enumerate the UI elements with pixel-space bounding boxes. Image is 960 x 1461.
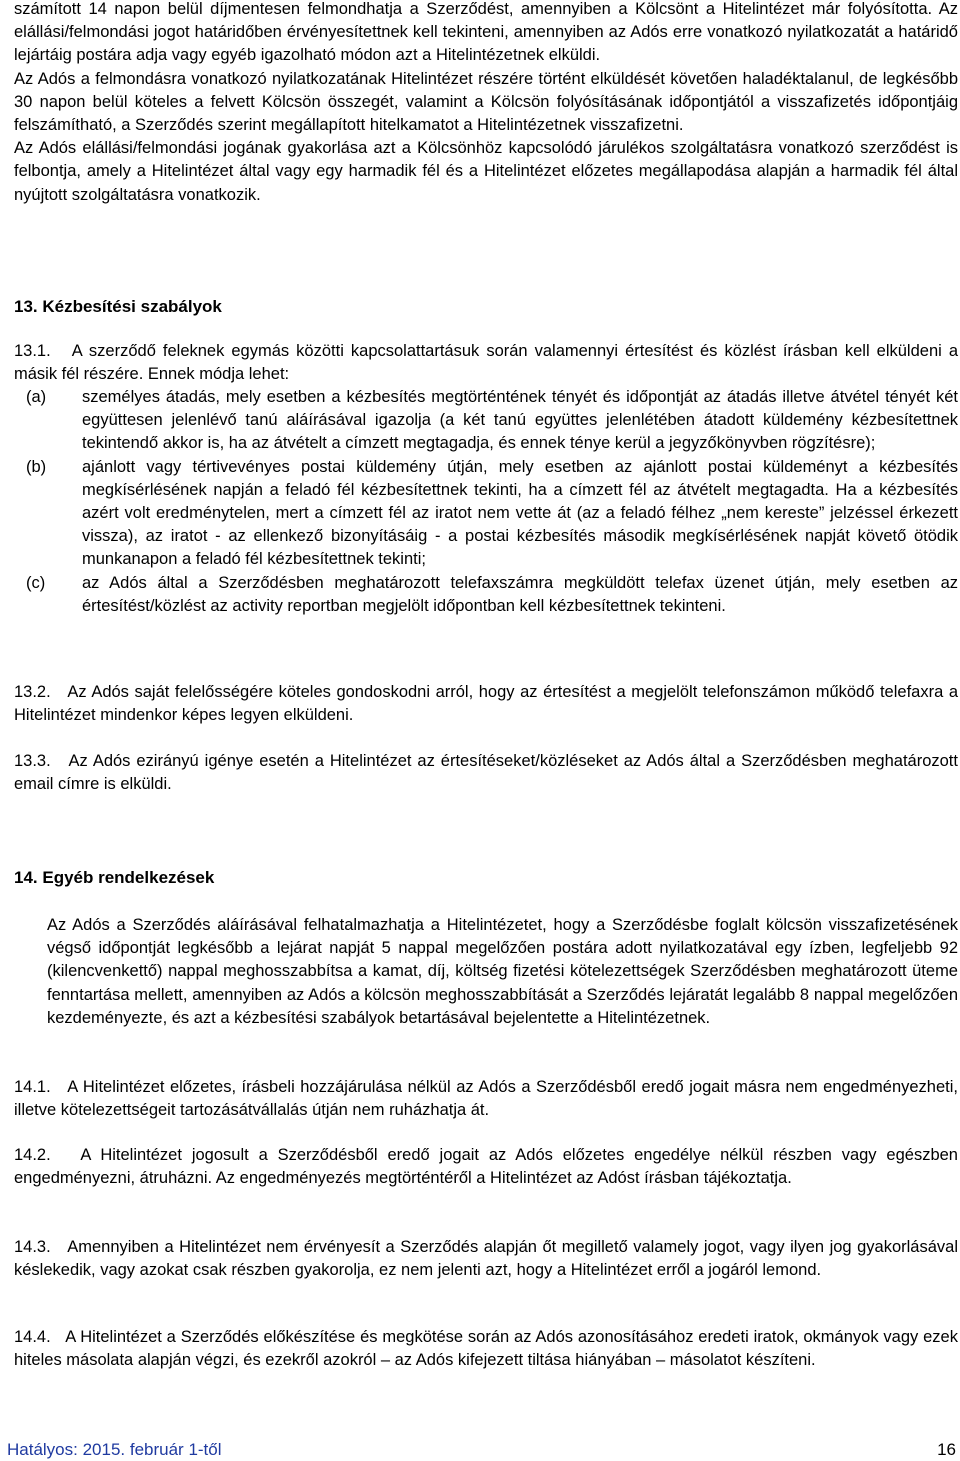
paragraph-number: 14.4.: [14, 1328, 51, 1346]
paragraph-13-2: [14, 681, 958, 727]
footer-effective-date: Hatályos: 2015. február 1-től: [7, 1440, 222, 1459]
paragraph-text: A Hitelintézet a Szerződés előkészítése és megkötése során az Adós azonosításához eredeti iratok, okmányok vagy ezek hiteles másolata alapján végzi, és ezekről azokról – az Adós kifejezett tiltása hiányában – másolatot készíteni.: [14, 1328, 958, 1370]
list-item: [14, 386, 958, 456]
list-item-label: (a): [26, 388, 47, 406]
paragraph-text: Az Adós ezirányú igénye esetén a Hitelintézet az értesítéseket/közléseket az Adós által a Szerződésben meghatározott email címre is elküldi.: [14, 752, 958, 794]
list-item-label: (b): [26, 457, 47, 476]
paragraph-number: 13.2.: [14, 683, 51, 701]
paragraph-text: A szerződő feleknek egymás közötti kapcsolattartásuk során valamennyi értesítést és közlést írásban kell elküldeni a másik fél részére. Ennek módja lehet:: [14, 342, 959, 384]
paragraph-14-4: [14, 1326, 958, 1372]
paragraph-14-2: [14, 1144, 958, 1190]
paragraph-text: Az Adós saját felelősségére köteles gondoskodni arról, hogy az értesítést a megjelölt telefonszámon működő telefaxra a Hitelintézet mindenkor képes legyen elküldeni.: [14, 683, 958, 725]
delivery-methods-list: [14, 386, 958, 618]
paragraph-text: A Hitelintézet előzetes, írásbeli hozzájárulása nélkül az Adós a Szerződésből eredő jogait másra nem engedményezheti, illetve kötelezettségeit tartozásátvállalás útján nem ruházhatja át.: [14, 1078, 958, 1120]
list-item-text: ajánlott vagy tértivevényes postai küldemény útján, mely esetben az ajánlott postai küldeményt a kézbesítés megkísérlésének napján a feladó fél kézbesítettnek tekinti, ha a címzett fél az átvételt megtagadta. Ha a kézbesítés azért volt eredménytelen, mert a címzett fél az iratot nem vette át (az a feladó félhez „nem kereste” jelzéssel érkezett vissza), az iratot - az ellenkező bizonyításáig - a postai kézbesítés második megkísérlésének napját követő ötödik munkanapon a feladó fél kézbesítettnek tekinti;: [82, 457, 958, 569]
section-14-intro: Az Adós a Szerződés aláírásával felhatalmazhatja a Hitelintézetet, hogy a Szerződésbe foglalt kölcsön visszafizetésének végső időpontját legkésőbb a lejárat napját 5 nappal megelőzően postára adott nyilatkozatával egy ízben, legfeljebb 92 (kilencvenkettő) nappal meghosszabbítsa a kamat, díj, költség fizetési kötelezettségek Szerződésben meghatározott üteme fenntartása mellett, amennyiben az Adós a kölcsön meghosszabbítását a Szerződés lejáratát legalább 8 nappal megelőzően kezdeményezte, és azt a kézbesítési szabályok betartásával bejelentette a Hitelintézetnek.: [47, 916, 958, 1027]
paragraph-14-3: [14, 1236, 958, 1282]
section-14-heading: 14. Egyéb rendelkezések: [14, 868, 215, 887]
paragraph-14-1: [14, 1076, 958, 1122]
list-item-text: személyes átadás, mely esetben a kézbesítés megtörténtének tényét és időpontját az átadás illetve átvétel tényét két együttesen jelenlévő tanú aláírásával igazolja (a két tanú együttes jelenlétében átadott küldemény kézbesítettnek tekintendő akkor is, ha az átvételt a címzett megtagadja, és ennek ténye kerül a jegyzőkönyvben rögzítésre);: [82, 388, 958, 453]
paragraph-number: 14.1.: [14, 1078, 51, 1096]
page-number: 16: [937, 1440, 956, 1459]
paragraph-number: 14.2.: [14, 1146, 51, 1164]
intro-paragraph-2: Az Adós a felmondásra vonatkozó nyilatkozatának Hitelintézet részére történt elküldését követően haladéktalanul, de legkésőbb 30 napon belül köteles a felvett Kölcsön összegét, valamint a Kölcsön folyósításának időpontjától a visszafizetés időpontjáig felszámítható, a Szerződés szerint megállapított hitelkamatot a Hitelintézetnek visszafizetni.: [14, 69, 958, 135]
paragraph-text: A Hitelintézet jogosult a Szerződésből eredő jogait az Adós előzetes engedélye nélkül részben vagy egészben engedményezni, átruházni. Az engedményezés megtörténtéről a Hitelintézet az Adóst írásban tájékoztatja.: [14, 1146, 958, 1188]
paragraph-number: 13.1.: [14, 342, 51, 360]
intro-paragraph-3: Az Adós elállási/felmondási jogának gyakorlása azt a Kölcsönhöz kapcsolódó járulékos szolgáltatásra vonatkozó szerződést is felbontja, amely a Hitelintézet által vagy egy harmadik fél és a Hitelintézet előzetes megállapodása alapján a harmadik fél által nyújtott szolgáltatásra vonatkozik.: [14, 139, 958, 204]
intro-section: [14, 0, 958, 207]
list-item: [14, 456, 958, 572]
paragraph-number: 14.3.: [14, 1238, 51, 1256]
section-13-heading: 13. Kézbesítési szabályok: [14, 297, 222, 316]
list-item: [14, 572, 958, 618]
paragraph-text: Amennyiben a Hitelintézet nem érvényesít a Szerződés alapján őt megillető valamely jogot, vagy ilyen jog gyakorlásával késlekedik, vagy azokat csak részben gyakorolja, ez nem jelenti azt, hogy a Hitelintézet erről a jogáról lemond.: [14, 1238, 958, 1280]
list-item-label: (c): [26, 573, 46, 592]
list-item-text: az Adós által a Szerződésben meghatározott telefaxszámra megküldött telefax üzenet útján, mely esetben az értesítést/közlést az activity reportban megjelölt időpontban kell kézbesítettnek tekinteni.: [82, 573, 958, 615]
intro-paragraph-1: számított 14 napon belül díjmentesen felmondhatja a Szerződést, amennyiben a Kölcsönt a Hitelintézet már folyósította. Az elállási/felmondási jogot határidőben érvényesítettnek kell tekinteni, amennyiben az Adós erre vonatkozó nyilatkozatát a határidő lejártáig postára adja vagy egyéb igazolható módon azt a Hitelintézetnek elküldi.: [14, 0, 958, 65]
paragraph-13-1: [14, 340, 958, 386]
paragraph-number: 13.3.: [14, 752, 51, 770]
paragraph-13-3: [14, 750, 958, 796]
